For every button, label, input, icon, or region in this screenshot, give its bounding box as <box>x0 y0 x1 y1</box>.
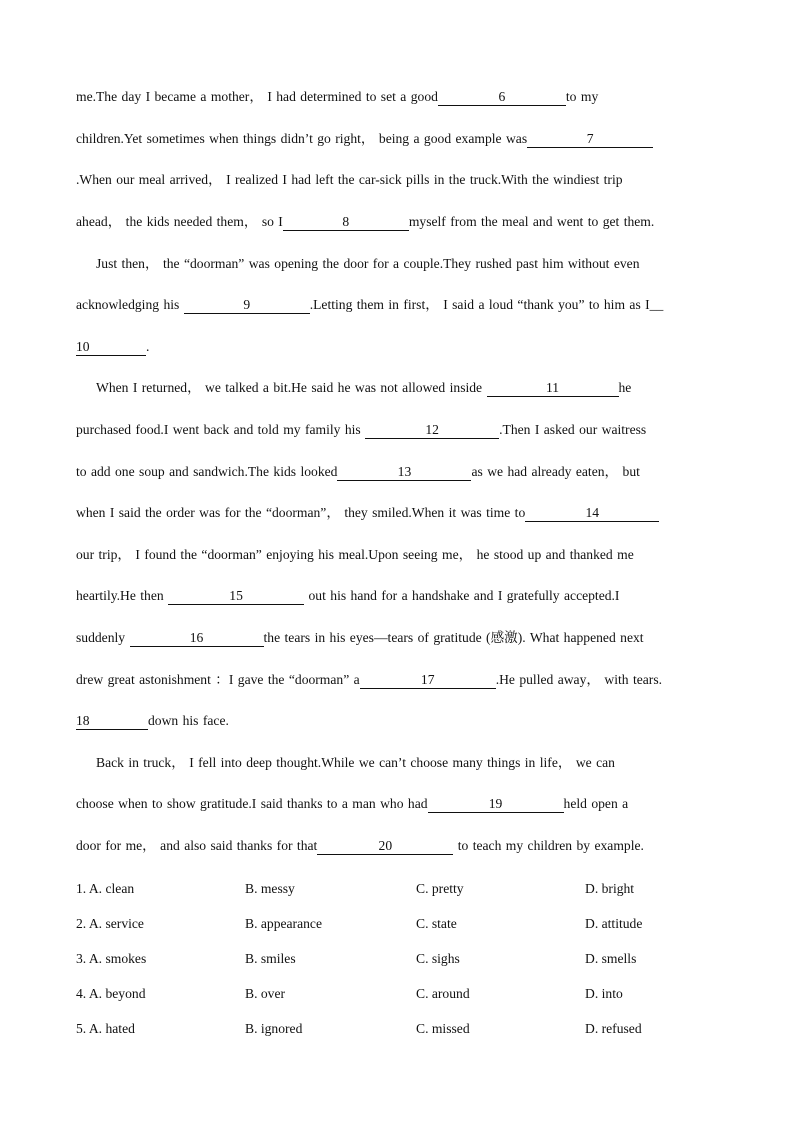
answer-blank-12 <box>365 422 499 439</box>
blank-number: 10 <box>76 339 90 354</box>
option-d: D. attitude <box>585 916 643 931</box>
passage-line <box>76 794 628 814</box>
answer-blank-16 <box>130 630 264 647</box>
passage-line <box>96 254 640 274</box>
answer-blank-14 <box>525 505 659 522</box>
passage-line <box>76 337 149 357</box>
blank-number: 19 <box>488 796 503 811</box>
passage-text: ahead， the kids needed them， so I <box>76 214 283 229</box>
passage-text: acknowledging his <box>76 297 180 312</box>
passage-line <box>76 295 663 315</box>
passage-text: door for me， and also said thanks for that <box>76 838 318 853</box>
blank-number: 7 <box>586 131 594 146</box>
passage-text: held open a <box>563 796 629 811</box>
passage-text: our trip， I found the “doorman” enjoying his meal.Upon seeing me， he stood up and thanked me <box>76 547 634 562</box>
passage-text: .Then I asked our waitress <box>499 422 647 437</box>
answer-blank-13 <box>337 464 471 481</box>
blank-number: 18 <box>76 713 90 728</box>
passage-text: When I returned， we talked a bit.He said he was not allowed inside <box>96 380 483 395</box>
blank-number: 9 <box>243 297 251 312</box>
answer-blank-10 <box>76 339 146 356</box>
passage-text: children.Yet sometimes when things didn’t go right， being a good example was <box>76 131 528 146</box>
option-c: C. pretty <box>416 881 464 896</box>
blank-number: 12 <box>425 422 439 437</box>
passage-line <box>76 87 598 107</box>
option-c: C. around <box>416 986 470 1001</box>
option-b: B. appearance <box>245 916 322 931</box>
answer-blank-11 <box>487 380 619 397</box>
passage-text: .When our meal arrived， I realized I had left the car-sick pills in the truck.With the windiest trip <box>76 172 623 187</box>
blank-number: 16 <box>189 630 204 645</box>
passage-line <box>96 753 615 773</box>
option-d: D. smells <box>585 951 637 966</box>
passage-line <box>96 378 631 398</box>
answer-blank-20 <box>317 838 453 855</box>
passage-line <box>76 420 646 440</box>
blank-number: 13 <box>397 464 412 479</box>
answer-blank-19 <box>428 796 564 813</box>
passage-line <box>76 836 644 856</box>
passage-line <box>76 212 654 232</box>
option-d: D. refused <box>585 1021 642 1036</box>
passage-line <box>76 670 662 690</box>
blank-number: 17 <box>420 672 435 687</box>
option-a: 3. A. smokes <box>76 951 147 966</box>
option-a: 5. A. hated <box>76 1021 135 1036</box>
blank-number: 11 <box>545 380 560 395</box>
passage-text: as we had already eaten， but <box>471 464 640 479</box>
option-c: C. sighs <box>416 951 460 966</box>
answer-blank-15 <box>168 588 304 605</box>
passage-text: Just then， the “doorman” was opening the door for a couple.They rushed past him without even <box>96 256 640 271</box>
option-c: C. state <box>416 916 457 931</box>
passage-text: out his hand for a handshake and I gratefully accepted.I <box>308 588 620 603</box>
passage-text: the tears in his eyes—tears of gratitude (感激). What happened next <box>263 630 644 645</box>
answer-blank-9 <box>184 297 310 314</box>
passage-text: to my <box>565 89 599 104</box>
passage-text: heartily.He then <box>76 588 164 603</box>
blank-number: 15 <box>229 588 243 603</box>
answer-blank-6 <box>438 89 566 106</box>
passage-text: when I said the order was for the “doorman”， they smiled.When it was time to <box>76 505 526 520</box>
option-d: D. into <box>585 986 623 1001</box>
option-b: B. ignored <box>245 1021 303 1036</box>
option-c: C. missed <box>416 1021 470 1036</box>
passage-text: down his face. <box>148 713 229 728</box>
passage-text: choose when to show gratitude.I said thanks to a man who had <box>76 796 428 811</box>
passage-text: .Letting them in first， I said a loud “thank you” to him as I__ <box>309 297 664 312</box>
passage-line <box>76 586 619 606</box>
passage-text: to add one soup and sandwich.The kids looked <box>76 464 338 479</box>
passage-line <box>76 545 634 565</box>
blank-number: 20 <box>378 838 393 853</box>
passage-line <box>76 503 659 523</box>
option-b: B. smiles <box>245 951 296 966</box>
passage-text: . <box>146 339 150 354</box>
question-row-4 <box>76 984 720 1004</box>
option-d: D. bright <box>585 881 635 896</box>
answer-blank-8 <box>283 214 409 231</box>
question-row-2 <box>76 914 720 934</box>
passage-line <box>76 170 623 190</box>
question-row-3 <box>76 949 720 969</box>
question-row-5 <box>76 1019 720 1039</box>
blank-number: 6 <box>498 89 506 104</box>
question-row-1 <box>76 879 720 899</box>
passage-text: me.The day I became a mother， I had determined to set a good <box>76 89 438 104</box>
passage-line <box>76 129 653 149</box>
passage-text: suddenly <box>76 630 126 645</box>
blank-number: 14 <box>585 505 600 520</box>
passage-text: to teach my children by example. <box>457 838 644 853</box>
answer-blank-7 <box>527 131 653 148</box>
option-b: B. messy <box>245 881 295 896</box>
passage-text: Back in truck， I fell into deep thought.While we can’t choose many things in life， we can <box>96 755 615 770</box>
blank-number: 8 <box>342 214 350 229</box>
passage-text: drew great astonishment ：I gave the “doorman” a <box>76 672 360 687</box>
passage-text: .He pulled away， with tears. <box>495 672 663 687</box>
option-b: B. over <box>245 986 286 1001</box>
passage-line <box>76 462 640 482</box>
passage-text: purchased food.I went back and told my family his <box>76 422 361 437</box>
passage-line <box>76 711 229 731</box>
option-a: 4. A. beyond <box>76 986 146 1001</box>
passage-text: myself from the meal and went to get them. <box>408 214 655 229</box>
option-a: 1. A. clean <box>76 881 135 896</box>
passage-text: he <box>618 380 632 395</box>
option-a: 2. A. service <box>76 916 144 931</box>
answer-blank-18 <box>76 713 148 730</box>
answer-blank-17 <box>360 672 496 689</box>
passage-line <box>76 628 644 648</box>
